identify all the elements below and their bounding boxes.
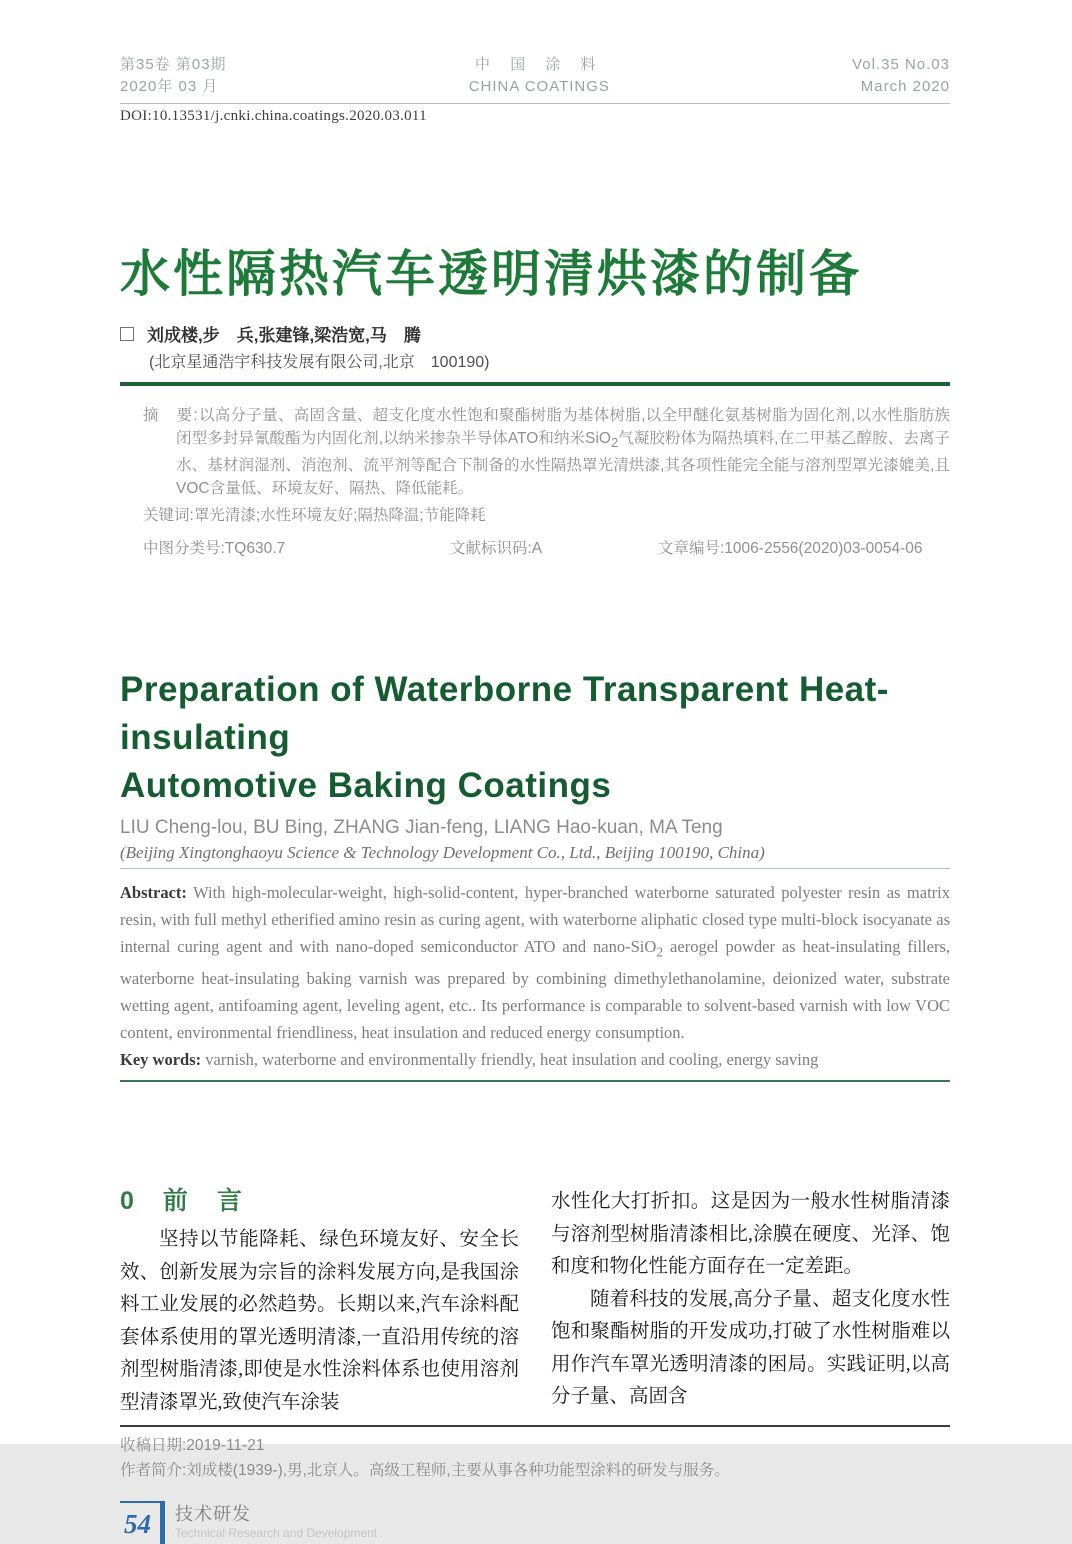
divider-green-medium <box>120 1080 950 1082</box>
section-intro <box>120 1186 950 1419</box>
abstract-cn <box>143 404 950 500</box>
page-number: 54 <box>124 1509 151 1540</box>
pagenum-box <box>120 1501 165 1544</box>
article-title-en-line2: Automotive Baking Coatings <box>120 766 612 806</box>
keywords-en <box>120 1046 950 1073</box>
volume-info-cn <box>120 54 227 98</box>
sio2-subscript-en: 2 <box>656 944 664 960</box>
authors-cn: 刘成楼,步 兵,张建锋,梁浩宽,马 腾 <box>147 326 421 345</box>
volume-info-en <box>852 54 950 98</box>
meta-row <box>143 537 950 560</box>
affiliation-en: (Beijing Xingtonghaoyu Science & Technology Development Co., Ltd., Beijing 100190, China) <box>120 843 765 863</box>
date-line-cn: 2020年 03 月 <box>120 78 219 95</box>
abstract-label-en: Abstract: <box>120 883 187 903</box>
journal-name <box>469 54 610 98</box>
date-line-en: March 2020 <box>860 78 950 95</box>
intro-paragraph-1: 坚持以节能降耗、绿色环境友好、安全长效、创新发展为宗旨的涂料发展方向,是我国涂料工业发展的必然趋势。长期以来,汽车涂料配套体系使用的罩光透明清漆,一直沿用传统的溶剂型树脂清漆,即使是水性涂料体系也使用溶剂型清漆罩光,致使汽车涂装 <box>120 1229 519 1413</box>
section-heading: 0 前 言 <box>120 1187 244 1216</box>
footnote-divider <box>120 1425 950 1427</box>
keywords-label-cn: 关键词: <box>143 507 194 525</box>
volume-line-cn: 第35卷 第03期 <box>120 56 227 73</box>
keywords-text-en: varnish, waterborne and environmentally friendly, heat insulation and cooling, energy saving <box>201 1050 819 1070</box>
received-date: 收稿日期:2019-11-21 <box>120 1437 265 1455</box>
author-bio: 作者简介:刘成楼(1939-),男,北京人。高级工程师,主要从事各种功能型涂料的研发与服务。 <box>120 1462 730 1480</box>
page-footer <box>120 1501 950 1544</box>
intro-col-right <box>551 1186 950 1419</box>
intro-paragraph-2: 随着科技的发展,高分子量、超支化度水性饱和聚酯树脂的开发成功,打破了水性树脂难以用作汽车罩光透明清漆的困局。实践证明,以高分子量、高固含 <box>551 1288 950 1408</box>
document-code: 文献标识码:A <box>450 540 543 558</box>
article-title-en <box>120 666 950 810</box>
column-name-cn: 技术研发 <box>175 1504 251 1525</box>
pagenum-bar <box>160 1503 165 1544</box>
intro-paragraph-1-cont: 水性化大打折扣。这是因为一般水性树脂清漆与溶剂型树脂清漆相比,涂膜在硬度、光泽、饱和度和物化性能方面存在一定差距。 <box>551 1191 950 1278</box>
abstract-label-cn: 摘 要: <box>143 407 199 424</box>
divider-green-thick <box>120 382 950 386</box>
sio2-subscript-cn: 2 <box>610 435 619 451</box>
abstract-en-text-1: With high-molecular-weight, high-solid-content, hyper-branched waterborne saturated polyester resin as matrix resin, with full methyl etherified amino resin as curing agent, with waterborne aliphatic closed type multi-block isocyanate as internal curing agent and with nano-doped semiconductor ATO and nano-SiO <box>120 883 950 957</box>
intro-col-left <box>120 1186 519 1419</box>
affiliation-cn: (北京星通浩宇科技发展有限公司,北京 100190) <box>149 354 490 371</box>
abstract-en <box>120 879 950 1046</box>
column-name <box>175 1501 377 1541</box>
abstract-cn-text-2: 气凝胶粉体为隔热填料,在二甲基乙醇胺、去离子水、基材润湿剂、消泡剂、流平剂等配合下制备的水性隔热罩光清烘漆,其各项性能完全能与溶剂型罩光漆媲美,且VOC含量低、环境友好、隔热、降低能耗。 <box>176 430 950 498</box>
journal-name-cn: 中 国 涂 料 <box>475 56 604 73</box>
journal-header <box>120 54 950 104</box>
divider-green-thin <box>120 868 950 869</box>
journal-name-en: CHINA COATINGS <box>468 78 610 95</box>
keywords-cn <box>143 504 950 527</box>
doi-text: DOI:10.13531/j.cnki.china.coatings.2020.03.011 <box>120 108 427 124</box>
author-marker-icon <box>120 327 134 341</box>
keywords-label-en: Key words: <box>120 1050 202 1070</box>
volume-line-en: Vol.35 No.03 <box>852 56 950 73</box>
authors-row-cn <box>120 321 950 346</box>
keywords-text-cn: 罩光清漆;水性环境友好;隔热降温;节能降耗 <box>193 507 486 525</box>
footnote <box>120 1433 950 1483</box>
article-number: 文章编号:1006-2556(2020)03-0054-06 <box>658 540 923 558</box>
column-name-en: Technical Research and Development <box>175 1526 378 1541</box>
abstract-cn-text-1: 以高分子量、高固含量、超支化度水性饱和聚酯树脂为基体树脂,以全甲醚化氨基树脂为固化剂,以水性脂肪族闭型多封异氰酸酯为内固化剂,以纳米掺杂半导体ATO和纳米SiO <box>176 407 950 447</box>
article-title-en-line1: Preparation of Waterborne Transparent Heat-insulating <box>120 670 889 758</box>
article-title-cn: 水性隔热汽车透明清烘漆的制备 <box>120 246 862 302</box>
clc-number: 中图分类号:TQ630.7 <box>143 540 286 558</box>
abstract-en-text-2: aerogel powder as heat-insulating fillers, waterborne heat-insulating baking varnish was prepared by combining dimethylethanolamine, deionized water, substrate wetting agent, antifoaming agent, leveling agent, etc.. Its performance is comparable to solvent-based varnish with low VOC content, environmental friendliness, heat insulation and reduced energy consumption. <box>120 937 950 1043</box>
authors-en: LIU Cheng-lou, BU Bing, ZHANG Jian-feng, LIANG Hao-kuan, MA Teng <box>120 817 723 839</box>
